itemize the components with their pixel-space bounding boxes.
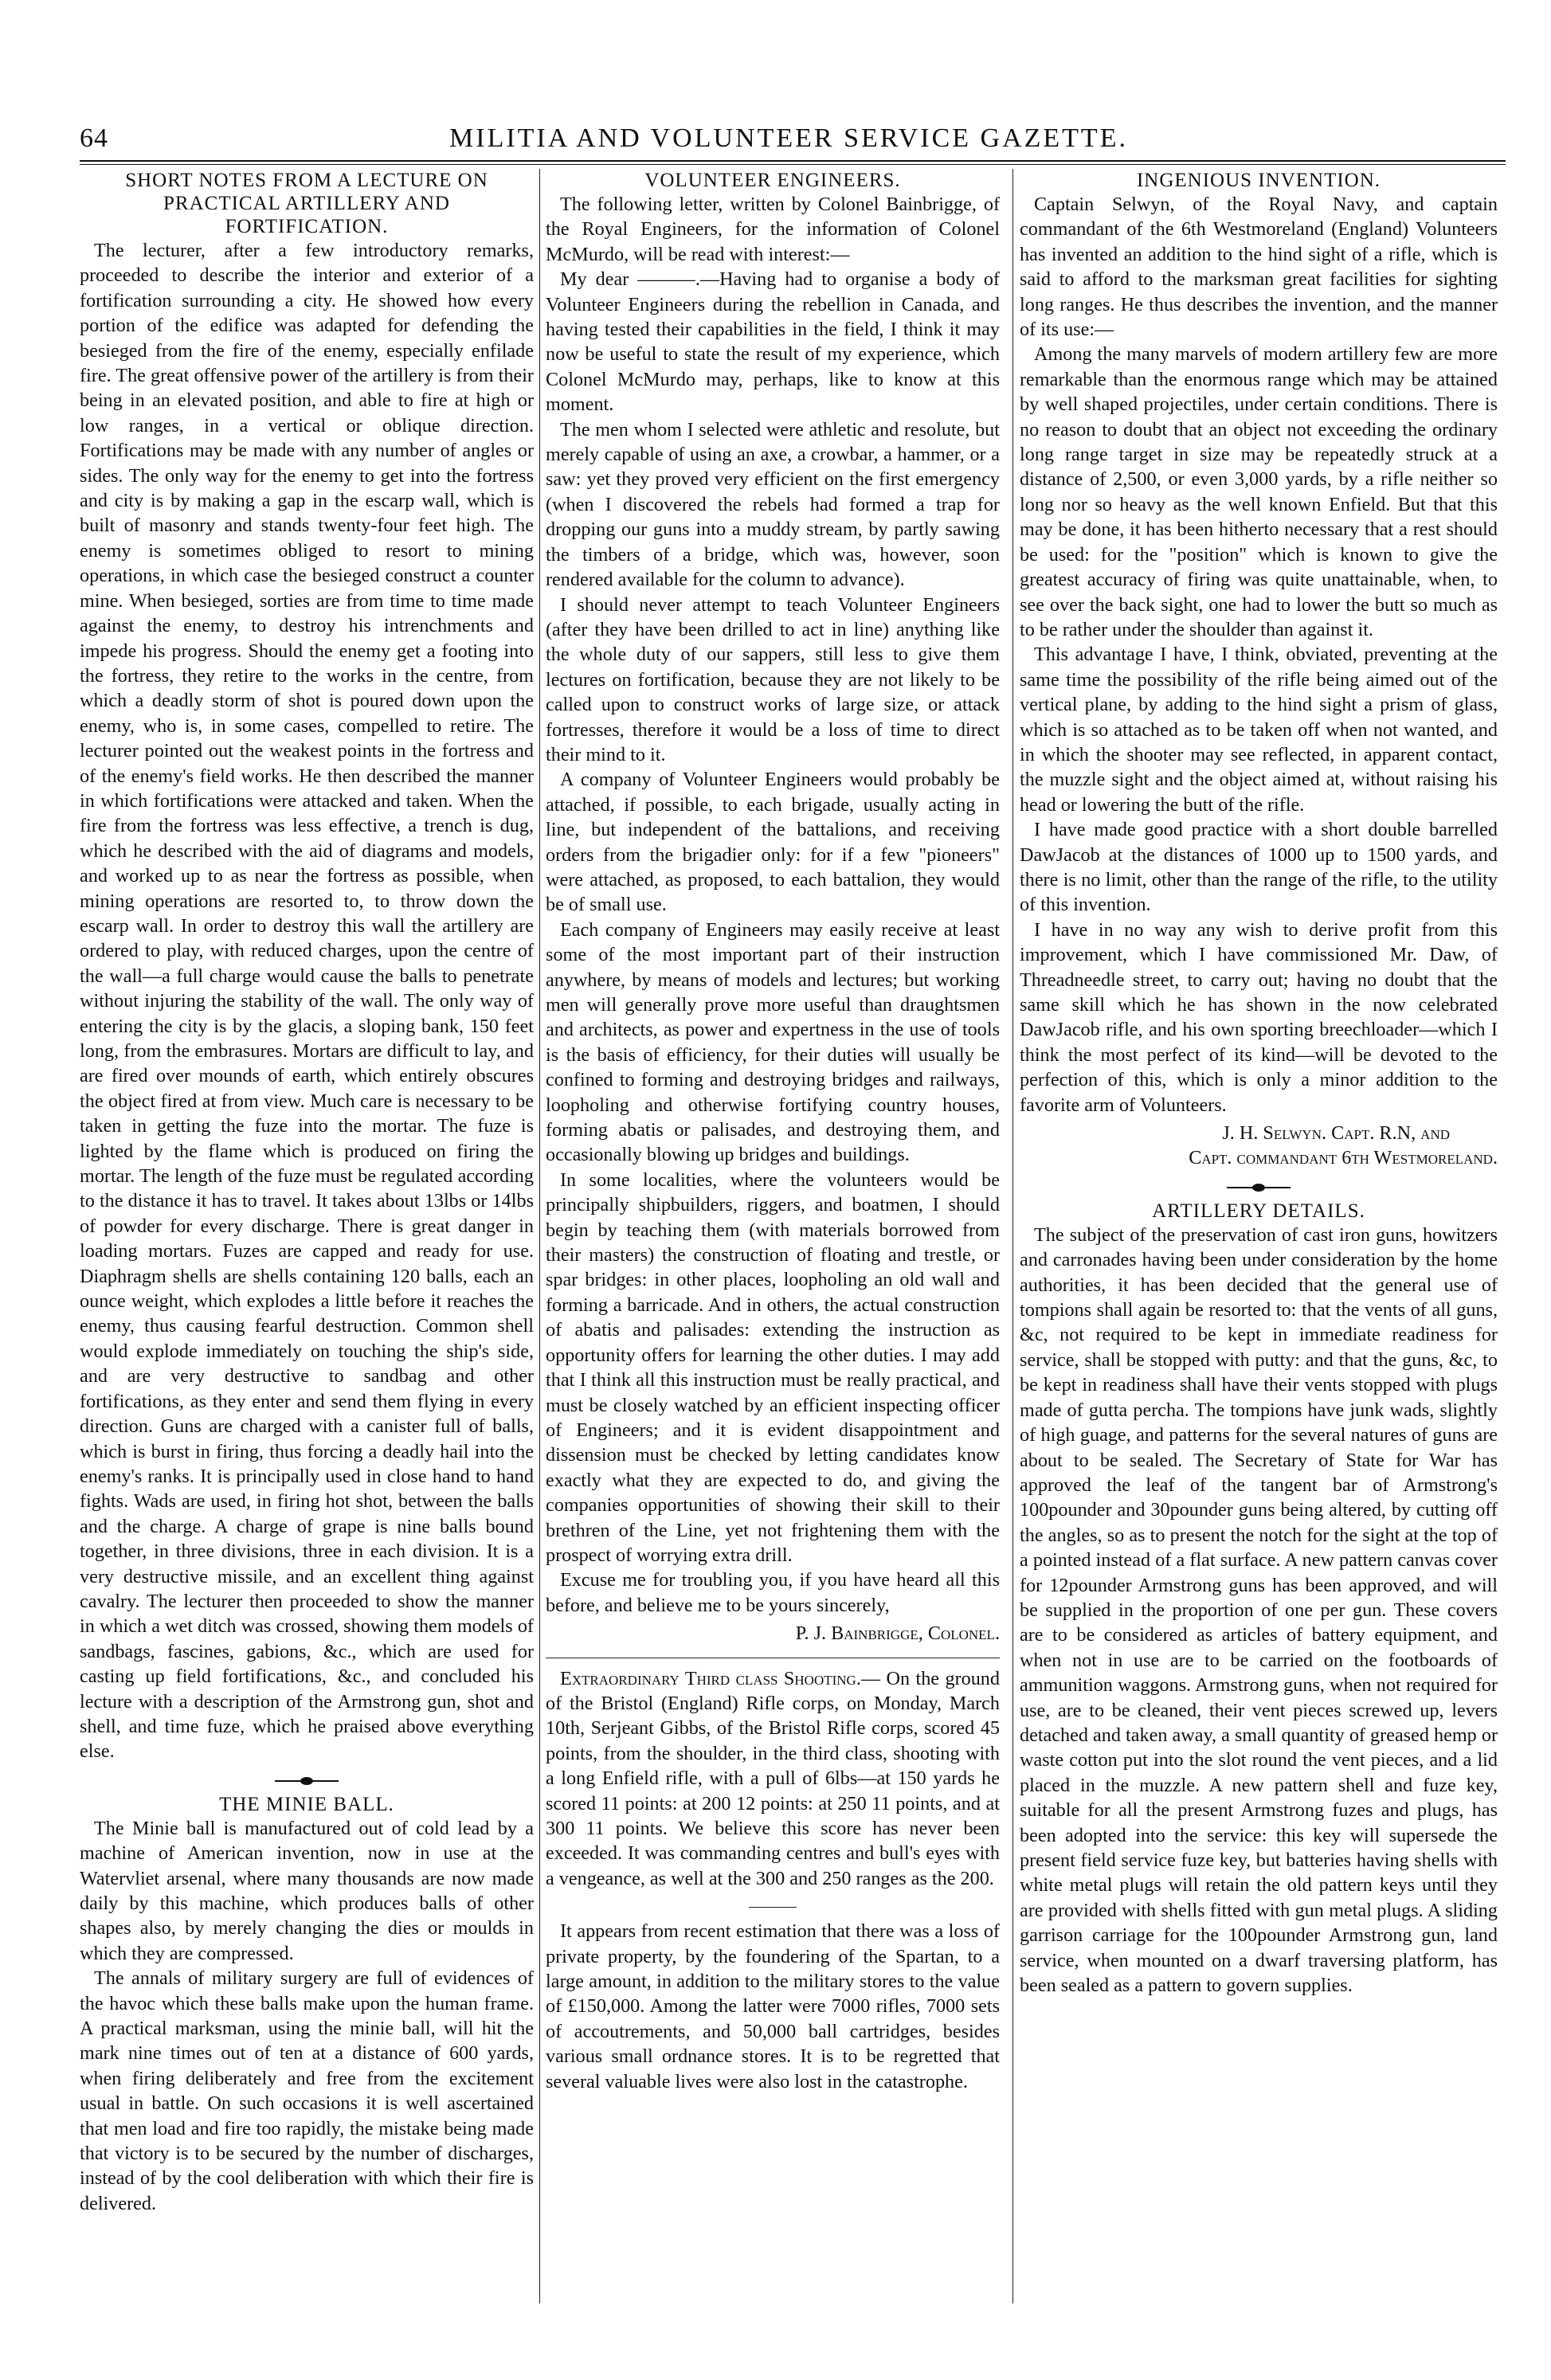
article-ingenious-invention [1020, 169, 1498, 1171]
article-signature: P. J. Bainbrigge, Colonel. [795, 1623, 1000, 1645]
article-lead: Extraordinary Third class Shooting.— [560, 1667, 881, 1689]
section-divider-ornament [1227, 1187, 1291, 1188]
article-paragraph: The following letter, written by Colonel Bainbrigge, of the Royal Engineers, for the information of Colonel McMurdo, will be read with interest:— [546, 194, 1000, 265]
column-2 [546, 169, 1000, 2319]
article-paragraph: Captain Selwyn, of the Royal Navy, and captain commandant of the 6th Westmoreland (England) Volunteers has invented an addition to the hind sight of a rifle, which is said to afford to the marksman great facilities for sighting long ranges. He thus describes the invention, and the manner of its use:— [1020, 194, 1498, 341]
article-paragraph: I should never attempt to teach Volunteer Engineers (after they have been drilled to act in line) anything like the whole duty of our sappers, still less to give them lectures on fortification, because they are not likely to be called upon to construct works of large size, or attack fortresses, therefore it would be a loss of time to direct their mind to it. [546, 593, 1000, 765]
article-paragraph: I have in no way any wish to derive profit from this improvement, which I have commissioned Mr. Daw, of Threadneedle street, to carry out; having no doubt that the same skill which he has shown in the now celebrated DawJacob rifle, and his own sporting breechloader—which I think the most perfect of its kind—will be devoted to the perfection of this, which is only a minor addition to the favorite arm of Volunteers. [1020, 918, 1498, 1116]
article-title: THE MINIE BALL. [219, 1793, 394, 1815]
article-artillery-details [1020, 1200, 1498, 1998]
section-divider-ornament [275, 1780, 339, 1782]
article-lecture-artillery [80, 169, 534, 1764]
article-paragraph: The subject of the preservation of cast iron guns, howitzers and carronades having been under consideration by the home authorities, it has been decided that the general use of tompions shall again be resorted to: that the vents of all guns, &c, not required to be kept in immediate readiness for service, shall be stopped with putty: and that the guns, &c, to be kept in readiness shall have their vents stopped with plugs made of gutta percha. The tompions have junk wads, slightly of high guage, and patterns for the several natures of guns are about to be sealed. The Secretary of State for War has approved the leaf of the tangent bar of Armstrong's 100pounder and 30pounder guns being altered, by cutting off the angles, so as to present the notch for the sight at the top of a pointed instead of a flat surface. A new pattern canvas cover for 12pounder Armstrong guns has been approved, and will be supplied in the proportion of one per gun. These covers are to be considered as articles of battery equipment, and when not in use are to be carried on the footboards of ammunition waggons. Armstrong guns, when not required for use, are to be cleaned, their vent pieces screwed up, levers detached and taken away, a small quantity of greased hemp or waste cotton put into the slot round the vent pieces, and a lid placed in the muzzle. A new pattern shell and fuze key, suitable for all the present Armstrong fuzes and plugs, has been adopted into the service: this key will supersede the present field service fuze key, but batteries having shells with white metal plugs will retain the old pattern keys until they are provided with shells fitted with gun metal plugs. A sliding garrison carriage for the 100pounder Armstrong gun, land service, when mounted on a dwarf traversing platform, has been sealed as a pattern to govern supplies. [1020, 1223, 1498, 1997]
column-divider-2 [1012, 169, 1013, 2304]
article-paragraph: Each company of Engineers may easily receive at least some of the most important part of their instruction anywhere, by means of models and lectures; but working men will generally prove more useful than draughtsmen and architects, as power and expertness in the use of tools is the basis of efficiency, for their duties will usually be confined to forming and destroying bridges and railways, loopholing and otherwise fortifying country houses, forming abatis or palisades, and destroying them, and occasionally blowing up bridges and buildings. [546, 918, 1000, 1166]
article-paragraph: The Minie ball is manufactured out of cold lead by a machine of American invention, now in use at the Watervliet arsenal, where many thousands are now made daily by this machine, which produces balls of other shapes also, by merely changing the dies or moulds in which they are compressed. [80, 1817, 534, 1964]
article-paragraph: Extraordinary Third class Shooting.— On the ground of the Bristol (England) Rifle corps, on Monday, March 10th, Serjeant Gibbs, of the Bristol Rifle corps, scored 45 points, from the shoulder, in the third class, shooting with a long Enfield rifle, with a pull of 6lbs—at 150 yards he scored 11 points: at 200 12 points: at 250 11 points, and at 300 11 points. We believe this score has never been exceeded. It was commanding centres and bull's eyes with a vengeance, as well at the 300 and 250 ranges as the 200. [546, 1667, 1000, 1889]
header-rule-thin [80, 164, 1506, 165]
masthead-title: MILITIA AND VOLUNTEER SERVICE GAZETTE. [449, 123, 1128, 153]
page-header [80, 123, 1498, 155]
article-title: ARTILLERY DETAILS. [1152, 1200, 1365, 1222]
column-1 [80, 169, 534, 2319]
section-divider-short [749, 1907, 797, 1908]
article-paragraph: My dear ———.—Having had to organise a body of Volunteer Engineers during the rebellion in Canada, and having tested their capabilities in the field, I think it may now be useful to state the result of my experience, which Colonel McMurdo may, perhaps, like to know at this moment. [546, 268, 1000, 416]
column-3 [1020, 169, 1498, 2319]
article-signature: J. H. Selwyn. Capt. R.N, and Capt. commandant 6th Westmoreland. [1189, 1122, 1498, 1169]
article-paragraph: Among the many marvels of modern artillery few are more remarkable than the enormous range which may be attained by well shaped projectiles, under certain conditions. There is no reason to doubt that an object not exceeding the ordinary long range target in size may be repeatedly struck at a distance of 2,500, or even 3,000 yards, by a rifle neither so long nor so heavy as the well known Enfield. But that this may be done, it has been hitherto necessary that a rest should be used: for the "position" which is known to give the greatest accuracy of firing was quite unattainable, when, to see over the back sight, one had to lower the butt so much as to be rather under the shoulder than against it. [1020, 343, 1498, 640]
column-divider-1 [539, 169, 540, 2304]
header-rule [80, 160, 1506, 162]
article-title: VOLUNTEER ENGINEERS. [644, 170, 901, 191]
article-title: INGENIOUS INVENTION. [1136, 170, 1381, 191]
page-number: 64 [80, 123, 108, 153]
article-title: SHORT NOTES FROM A LECTURE ON PRACTICAL ARTILLERY AND FORTIFICATION. [125, 170, 488, 237]
article-paragraph: In some localities, where the volunteers would be principally shipbuilders, riggers, and boatmen, I should begin by teaching them (with materials borrowed from their masters) the construction of floating and trestle, or spar bridges: in other places, loopholing an old wall and forming a barricade. And in others, the actual construction of abatis and palisades: extending the instruction as opportunity offers for learning the other duties. I may add that I think all this instruction must be really practical, and must be closely watched by an efficient inspecting officer of Engineers; and it is evident disappointment and dissension must be checked by letting candidates know exactly what they are expected to do, and giving the companies opportunities of showing their skill to their brethren of the Line, yet not frightening them with the prospect of worrying extra drill. [546, 1168, 1000, 1566]
article-paragraph: Excuse me for troubling you, if you have heard all this before, and believe me to be yours sincerely, [546, 1569, 1000, 1616]
article-extraordinary-shooting [546, 1666, 1000, 1892]
article-paragraph: The annals of military surgery are full of evidences of the havoc which these balls make upon the human frame. A practical marksman, using the minie ball, will hit the mark nine times out of ten at a distance of 600 yards, when firing deliberately and free from the excitement usual in battle. On such occasions it is well ascertained that men load and fire too rapidly, the mistake being made that victory is to be secured by the number of discharges, instead of by the cool deliberation with which their fire is delivered. [80, 1967, 534, 2214]
article-spartan-loss [546, 1919, 1000, 2094]
article-minie-ball [80, 1793, 534, 2217]
article-paragraph: A company of Volunteer Engineers would probably be attached, if possible, to each brigade, usually acting in line, but independent of the battalions, and receiving orders from the brigadier only: for if a few "pioneers" were attached, as proposed, to each battalion, they would be of small use. [546, 769, 1000, 916]
article-paragraph: The men whom I selected were athletic and resolute, but merely capable of using an axe, a crowbar, a hammer, or a saw: yet they proved very efficient on the first emergency (when I discovered the rebels had formed a trap for dropping our guns into a muddy stream, by partly sawing the timbers of a bridge, which was, however, soon rendered available for the column to advance). [546, 418, 1000, 591]
article-paragraph: It appears from recent estimation that there was a loss of private property, by the foundering of the Spartan, to a large amount, in addition to the military stores to the value of £150,000. Among the latter were 7000 rifles, 7000 sets of accoutrements, and 50,000 ball cartridges, besides various small ordnance stores. It is to be regretted that several valuable lives were also lost in the catastrophe. [546, 1920, 1000, 2092]
article-paragraph: This advantage I have, I think, obviated, preventing at the same time the possibility of the rifle being aimed out of the vertical plane, by adding to the hind sight a prism of glass, which is so attached as to be taken off when not wanted, and in which the shooter may see reflected, in apparent contact, the muzzle sight and the object aimed at, without raising his head or lowering the butt of the rifle. [1020, 644, 1498, 816]
article-volunteer-engineers [546, 169, 1000, 1646]
article-paragraph: I have made good practice with a short double barrelled DawJacob at the distances of 1000 up to 1500 yards, and there is no limit, other than the range of the rifle, to the utility of this invention. [1020, 819, 1498, 916]
article-paragraph: The lecturer, after a few introductory remarks, proceeded to describe the interior and exterior of a fortification surrounding a city. He showed how every portion of the edifice was adapted for defending the besieged from the fire of the enemy, especially enfilade fire. The great offensive power of the artillery is from their being in an elevated position, and able to fire at high or low ranges, in a vertical or oblique direction. Fortifications may be made with any number of angles or sides. The only way for the enemy to get into the fortress and city is by making a gap in the escarp wall, which is built of masonry and stands twenty-four feet high. The enemy is sometimes obliged to resort to mining operations, in which case the besieged construct a counter mine. When besieged, sorties are from time to time made against the enemy, to destroy his intrenchments and impede his progress. Should the enemy get a footing into the fortress, they retire to the works in the centre, from which a deadly storm of shot is poured down upon the enemy, who is, in some cases, compelled to retire. The lecturer pointed out the weakest points in the fortress and of the enemy's field works. He then described the manner in which fortifications were attacked and taken. When the fire from the fortress was less effective, a trench is dug, which he described with the aid of diagrams and models, and worked up to as near the fortress as possible, when mining operations are resorted to, to throw down the escarp wall. In order to destroy this wall the artillery are ordered to play, with reduced charges, upon the centre of the wall—a full charge would cause the balls to penetrate without injuring the stability of the wall. The only way of entering the city is by the glacis, a sloping bank, 150 feet long, from the embrasures. Mortars are difficult to lay, and are fired over mounds of earth, which entirely obscures the object fired at from view. Much care is necessary to be taken in getting the fuze into the mortar. The fuze is lighted by the flame which is produced on firing the mortar. The length of the fuze must be regulated according to the distance it has to travel. It takes about 13lbs or 14lbs of powder for every discharge. There is great danger in loading mortars. Fuzes are capped and ready for use. Diaphragm shells are shells containing 120 balls, each an ounce weight, which explodes a little before it reaches the enemy, thus causing fearful destruction. Common shell would explode immediately on touching the ship's side, and are very destructive to sandbag and other fortifications, as they enter and send them flying in every direction. Guns are charged with a canister full of balls, which is burst in firing, thus forcing a deadly hail into the enemy's ranks. It is principally used in close hand to hand fights. Wads are used, in firing hot shot, between the balls and the charge. A charge of grape is nine balls bound together, in three divisions, three in each division. It is a very destructive missile, and an excellent thing against cavalry. The lecturer then proceeded to show the manner in which a wet ditch was crossed, showing them models of sandbags, fascines, gabions, &c., which are used for casting up field fortifications, &c., and concluded his lecture with a description of the Armstrong gun, shot and shell, and time fuze, which he praised above everything else. [80, 240, 534, 1763]
